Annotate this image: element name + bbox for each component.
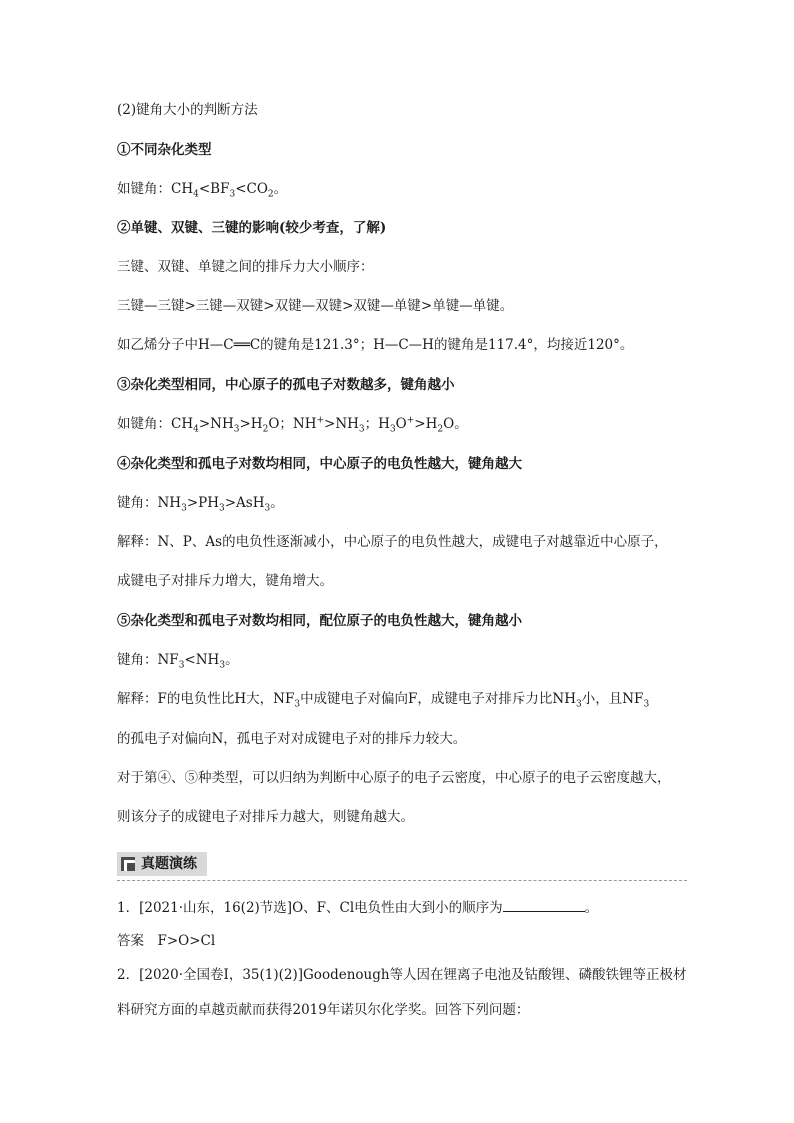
item5-example: 键角：$NF_3<NH_3$。 <box>117 652 239 671</box>
item5-title: ⑤杂化类型和孤电子对数均相同，配位原子的电负性越大，键角越小 <box>117 613 522 629</box>
item5-explain1: 解释：F的电负性比H大，$NF_3$中成键电子对偏向F，成键电子对排斥力比$NH_3$小，且$NF_3$ <box>117 691 650 710</box>
item4-example: 键角：$NH_3>PH_3>AsH_3$。 <box>117 495 284 514</box>
question-2-line1: 2．[2020·全国卷Ⅰ，35(1)(2)]Goodenough等人因在锂离子电池及钴酸锂、磷酸铁锂等正极材 <box>117 967 687 983</box>
section-divider <box>117 880 687 881</box>
answer-blank[interactable] <box>503 897 585 912</box>
section-marker-icon <box>121 857 135 871</box>
question-1: 1．[2021·山东，16(2)节选]O、F、Cl电负性由大到小的顺序为 。 <box>117 897 598 918</box>
section-title: 真题演练 <box>141 856 197 872</box>
question-1-answer: 答案 F>O>Cl <box>117 933 216 949</box>
item1-title: ①不同杂化类型 <box>117 142 212 158</box>
item3-title: ③杂化类型相同，中心原子的孤电子对数越多，键角越小 <box>117 377 455 393</box>
heading: (2)键角大小的判断方法 <box>117 102 258 118</box>
item2-title: ②单键、双键、三键的影响(较少考查，了解) <box>117 220 387 236</box>
item2-line3: 如乙烯分子中H—C══C的键角是121.3°；H—C—H的键角是117.4°，均接近120°。 <box>117 337 634 353</box>
item4-explain2: 成键电子对排斥力增大，键角增大。 <box>117 573 333 589</box>
item4-explain1: 解释：N、P、As的电负性逐渐减小，中心原子的电负性越大，成键电子对越靠近中心原子， <box>117 534 668 550</box>
item2-line1: 三键、双键、单键之间的排斥力大小顺序： <box>117 259 374 275</box>
summary-line1: 对于第④、⑤种类型，可以归纳为判断中心原子的电子云密度，中心原子的电子云密度越大， <box>117 770 671 786</box>
section-header <box>117 852 207 876</box>
item3-example: 如键角：$CH_4>NH_3>H_2O$；$NH^+>NH_3$；$H_3O^+>H_2O$。 <box>117 415 468 435</box>
item4-title: ④杂化类型和孤电子对数均相同，中心原子的电负性越大，键角越大 <box>117 456 522 472</box>
question-2-line2: 料研究方面的卓越贡献而获得2019年诺贝尔化学奖。回答下列问题： <box>117 1002 530 1018</box>
summary-line2: 则该分子的成键电子对排斥力越大，则键角越大。 <box>117 809 414 825</box>
item1-example: 如键角：$CH_4<BF_3<CO_2$。 <box>117 181 288 200</box>
item5-explain2: 的孤电子对偏向N，孤电子对对成键电子对的排斥力较大。 <box>117 731 467 747</box>
item2-line2: 三键—三键>三键—双键>双键—双键>双键—单键>单键—单键。 <box>117 298 514 314</box>
